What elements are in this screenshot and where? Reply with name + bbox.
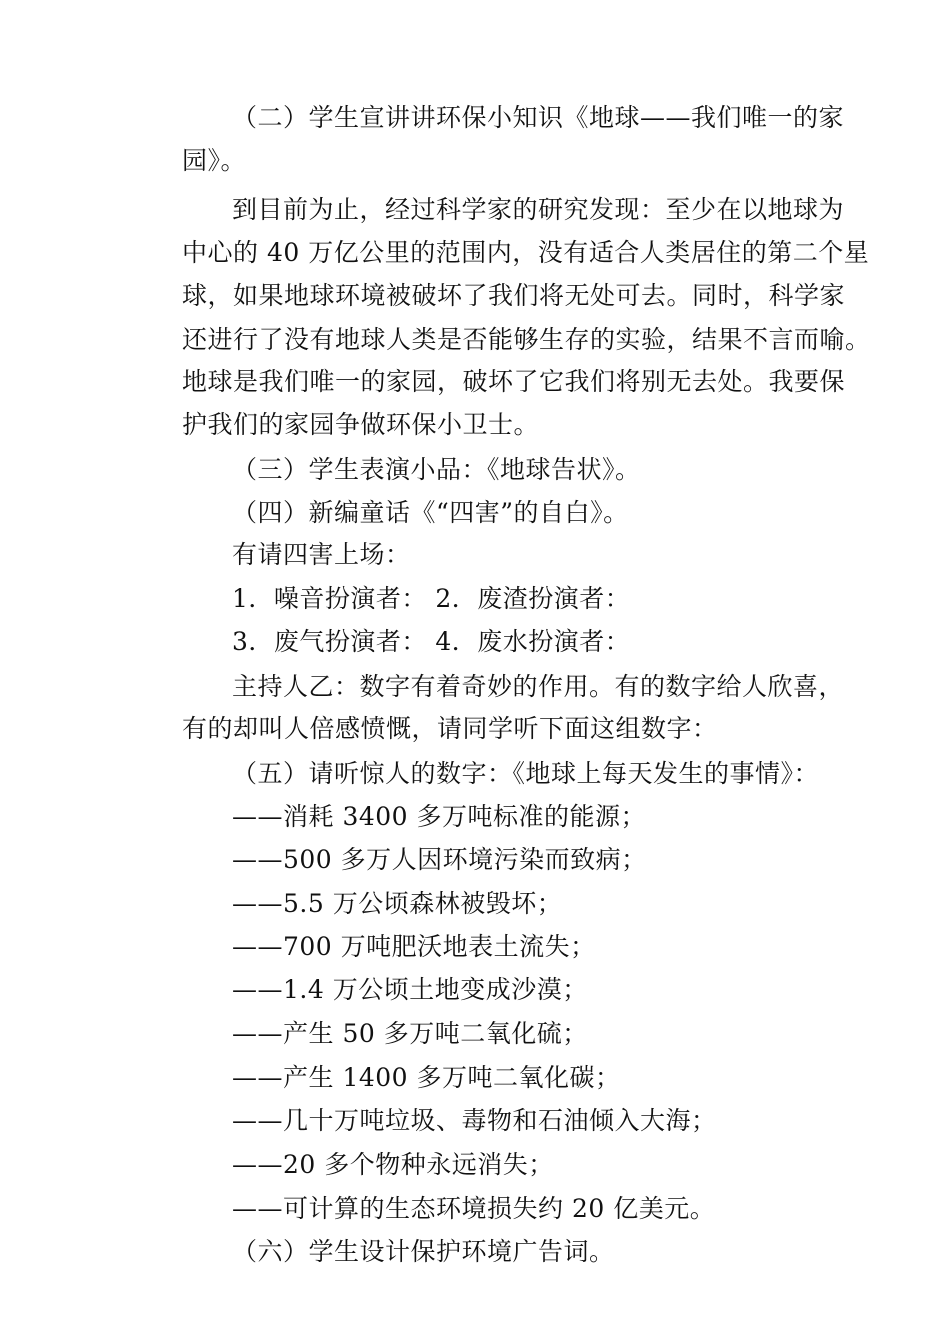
text-line: 护我们的家园争做环保小卫士。	[182, 410, 540, 439]
text-line: 有的却叫人倍感愤慨，请同学听下面这组数字：	[182, 714, 718, 743]
role-list-line: 1．噪音扮演者： 2．废渣扮演者：	[232, 584, 631, 613]
text-line: 球，如果地球环境被破坏了我们将无处可去。同时，科学家	[182, 281, 846, 310]
list-item: ——700 万吨肥沃地表土流失；	[232, 932, 596, 961]
paragraph-heading-3: （三）学生表演小品：《地球告状》。	[232, 455, 641, 484]
paragraph-heading-6: （六）学生设计保护环境广告词。	[232, 1237, 615, 1266]
list-item: ——几十万吨垃圾、毒物和石油倾入大海；	[232, 1106, 717, 1135]
list-item: ——1.4 万公顷土地变成沙漠；	[232, 975, 588, 1004]
paragraph-heading-5: （五）请听惊人的数字：《地球上每天发生的事情》：	[232, 759, 820, 788]
text-line: 地球是我们唯一的家园，破坏了它我们将别无去处。我要保	[182, 367, 846, 396]
list-item: ——500 多万人因环境污染而致病；	[232, 845, 647, 874]
text-line: 还进行了没有地球人类是否能够生存的实验，结果不言而喻。	[182, 325, 871, 354]
list-item: ——产生 1400 多万吨二氧化碳；	[232, 1063, 621, 1092]
text-line: 到目前为止，经过科学家的研究发现：至少在以地球为	[232, 195, 845, 224]
list-item: ——可计算的生态环境损失约 20 亿美元。	[232, 1194, 716, 1223]
text-line: 有请四害上场：	[232, 540, 411, 569]
list-item: ——消耗 3400 多万吨标准的能源；	[232, 802, 647, 831]
list-item: ——5.5 万公顷森林被毁坏；	[232, 889, 563, 918]
text-line: 园》。	[182, 146, 247, 175]
paragraph-heading-4: （四）新编童话《“四害”的自白》。	[232, 498, 629, 527]
paragraph-heading-2: （二）学生宣讲讲环保小知识《地球——我们唯一的家	[232, 103, 845, 132]
text-line: 主持人乙：数字有着奇妙的作用。有的数字给人欣喜，	[232, 672, 845, 701]
list-item: ——产生 50 多万吨二氧化硫；	[232, 1019, 588, 1048]
text-line: 中心的 40 万亿公里的范围内，没有适合人类居住的第二个星	[182, 238, 870, 267]
list-item: ——20 多个物种永远消失；	[232, 1150, 554, 1179]
role-list-line: 3．废气扮演者： 4．废水扮演者：	[232, 627, 631, 656]
